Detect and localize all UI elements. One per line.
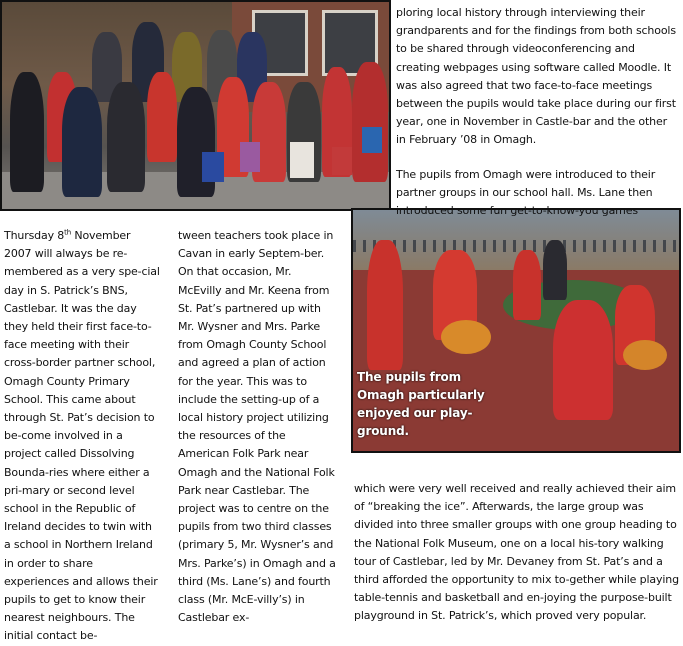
child-figure xyxy=(513,250,541,320)
body-text: November 2007 will always be re-membered as a very spe-cial day in S. Patrick’s BNS, Castlebar. It was the day they held their first face-to-face meeting with their cross-border partner school, Omagh County Primary School. This came about through St. Pat’s decision to be-come involved in a project called Dissolving Bounda-ries where either a pri-mary or second level school in the Republic of Ireland decides to twin with a school in Northern Ireland in order to share experiences and allows their pupils to get to know their nearest neighbours. The initial contact be- xyxy=(4,229,160,643)
bag xyxy=(362,127,382,153)
bag xyxy=(290,142,314,178)
spring-rider xyxy=(441,320,491,354)
child-figure xyxy=(107,82,145,192)
article-column-top-right xyxy=(396,4,680,220)
child-figure xyxy=(367,240,403,370)
child-figure xyxy=(553,300,613,420)
lead-text: Thursday 8 xyxy=(4,229,65,242)
fence xyxy=(353,240,681,252)
article-column-left xyxy=(4,227,160,646)
paragraph: tween teachers took place in Cavan in early Septem-ber. On that occasion, Mr. McEvilly and Mr. Keena from St. Pat’s partnered up with Mr. Wysner and Mrs. Parke from Omagh County School and agreed a plan of action for the year. This was to include the setting-up of a local history project utilizing the resources of the American Folk Park near Omagh and the National Folk Park near Castlebar. The project was to centre on the pupils from two third classes (primary 5, Mr. Wysner’s and Mrs. Parke’s) in Omagh and a third (Ms. Lane’s) and fourth class (Mr. McE-villy’s) in Castlebar ex- xyxy=(178,229,336,625)
child-figure xyxy=(62,87,102,197)
paragraph xyxy=(4,227,160,646)
ordinal-suffix: th xyxy=(64,228,72,237)
paragraph: ploring local history through interviewing their grandparents and for the findings from both schools to be shared through videoconferencing and creating webpages using software called Moodle. It was also agreed that two face-to-face meetings between the pupils would take place during our first year, one in November in Castle-bar and the other in February ’08 in Omagh. xyxy=(396,6,676,147)
child-figure xyxy=(352,62,388,182)
child-figure xyxy=(147,72,177,162)
paragraph: which were very well received and really achieved their aim of “breaking the ice”. Afterwards, the large group was divided into three smaller groups with one group heading to the National Folk Museum, one on a local his-tory walking tour of Castlebar, led by Mr. Devaney from St. Pat’s and a third afforded the opportunity to mix to-gether while playing table-tennis and basketball and en-joying the purpose-built playground in St. Patrick’s, which proved very popular. xyxy=(354,482,679,623)
spring-rider xyxy=(623,340,667,370)
article-column-bottom-right xyxy=(354,480,680,626)
child-figure xyxy=(543,240,567,300)
bag xyxy=(240,142,260,172)
article-column-middle xyxy=(178,227,338,627)
group-photo xyxy=(0,0,391,211)
bag xyxy=(202,152,224,182)
paragraph: The pupils from Omagh were introduced to their partner groups in our school hall. Ms. Lane then introduced some fun get-to-know-you games xyxy=(396,167,656,218)
playground-photo xyxy=(351,208,681,453)
photo-caption: The pupils from Omagh particularly enjoyed our play-ground. xyxy=(357,370,485,438)
bag xyxy=(332,147,352,175)
child-figure xyxy=(10,72,44,192)
